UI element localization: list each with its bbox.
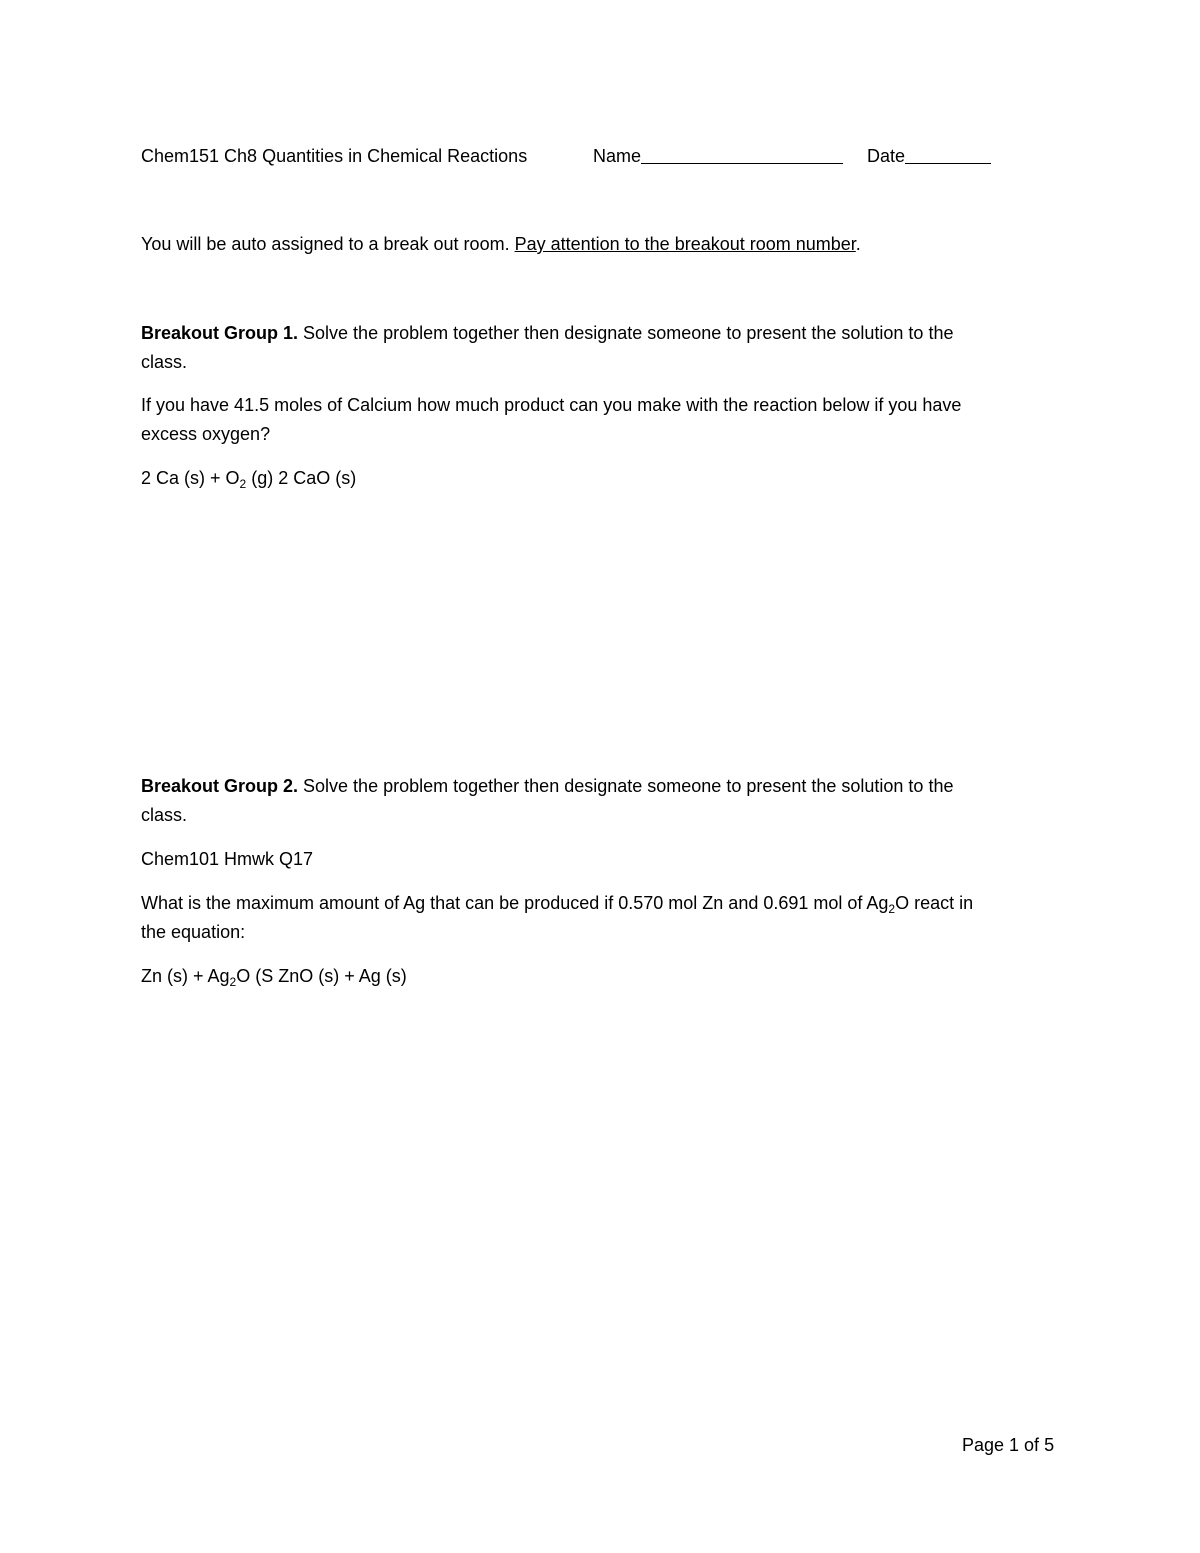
name-field [593, 142, 843, 170]
intro-emphasis: Pay attention to the breakout room number [514, 234, 856, 254]
date-field [867, 142, 991, 170]
group2-question-line2: the equation: [141, 922, 246, 942]
group1-equation-left: 2 Ca (s) + O [141, 468, 240, 488]
group2-instruction-line2: class. [141, 805, 188, 825]
group1-instruction-line1: Solve the problem together then designate someone to present the solution to the [298, 323, 954, 343]
group2-equation [141, 962, 407, 990]
group2-instruction [141, 772, 953, 800]
intro-line [141, 230, 861, 258]
group2-question-part-b: O react in [895, 893, 974, 913]
group2-question-line1 [141, 889, 973, 917]
name-blank [641, 145, 843, 164]
group2-question-part-a: What is the maximum amount of Ag that can be produced if 0.570 mol Zn and 0.691 mol of Ag [141, 893, 889, 913]
date-blank [905, 145, 991, 164]
group2-question-subscript: 2 [888, 902, 896, 916]
group2-equation-subscript: 2 [229, 975, 237, 989]
intro-text: You will be auto assigned to a break out room. [141, 234, 515, 254]
group2-equation-right: O (S ZnO (s) + Ag (s) [236, 966, 407, 986]
intro-end: . [855, 234, 861, 254]
group1-heading: Breakout Group 1. [141, 323, 299, 343]
group2-reference: Chem101 Hmwk Q17 [141, 849, 314, 869]
page-number: Page 1 of 5 [962, 1435, 1055, 1455]
group1-instruction [141, 319, 953, 347]
group1-equation [141, 464, 356, 492]
group2-instruction-line1: Solve the problem together then designate someone to present the solution to the [298, 776, 954, 796]
group2-equation-left: Zn (s) + Ag [141, 966, 230, 986]
group1-question-line2: excess oxygen? [141, 424, 271, 444]
group1-equation-subscript: 2 [239, 477, 247, 491]
name-label: Name [593, 146, 642, 166]
header-title: Chem151 Ch8 Quantities in Chemical Reactions [141, 146, 528, 166]
group2-heading: Breakout Group 2. [141, 776, 299, 796]
date-label: Date [867, 146, 906, 166]
group1-equation-right: (g) 2 CaO (s) [246, 468, 357, 488]
group1-instruction-line2: class. [141, 352, 188, 372]
group1-question-line1: If you have 41.5 moles of Calcium how much product can you make with the reaction below if you have [141, 395, 962, 415]
